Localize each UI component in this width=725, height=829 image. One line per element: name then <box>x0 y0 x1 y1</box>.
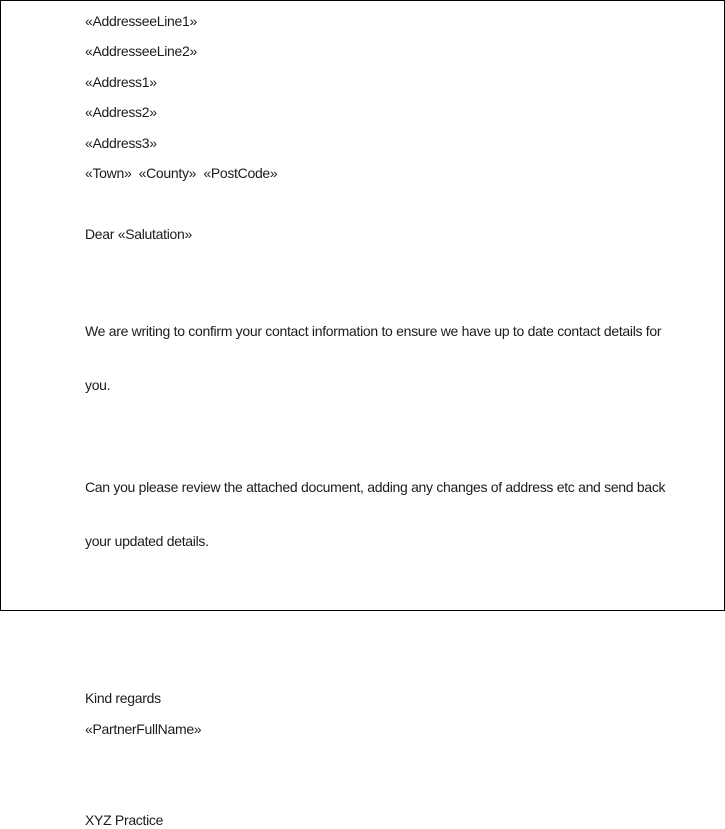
body-paragraph-review-document <box>85 442 682 586</box>
merge-field-addressee-line1: «AddresseeLine1» <box>85 13 197 29</box>
blank-line <box>85 255 682 273</box>
blank-line <box>85 629 682 647</box>
closing-line: Kind regards <box>85 690 161 707</box>
blank-line <box>85 750 682 768</box>
practice-name-line: XYZ Practice <box>85 812 164 829</box>
letter-content <box>1 1 724 829</box>
merge-field-address1: «Address1» <box>85 73 157 90</box>
merge-field-partner-full-name: «PartnerFullName» <box>85 720 202 737</box>
merge-field-address2: «Address2» <box>85 104 157 121</box>
merge-field-address3: «Address3» <box>85 134 157 151</box>
body-line: your updated details. <box>85 532 209 549</box>
blank-line <box>85 598 682 616</box>
merge-field-town-county-postcode: «Town» «County» «PostCode» <box>85 164 278 181</box>
blank-line <box>85 194 682 212</box>
body-line: We are writing to confirm your contact information to ensure we have up to date contact details for <box>85 322 662 339</box>
merge-field-addressee-line2: «AddresseeLine2» <box>85 43 197 60</box>
blank-line <box>85 659 682 677</box>
body-line: you. <box>85 376 111 393</box>
body-paragraph-confirm-contact <box>85 286 682 430</box>
blank-line <box>85 781 682 799</box>
body-line: Can you please review the attached document, adding any changes of address etc and send back <box>85 478 666 495</box>
salutation-line: Dear «Salutation» <box>85 225 192 242</box>
